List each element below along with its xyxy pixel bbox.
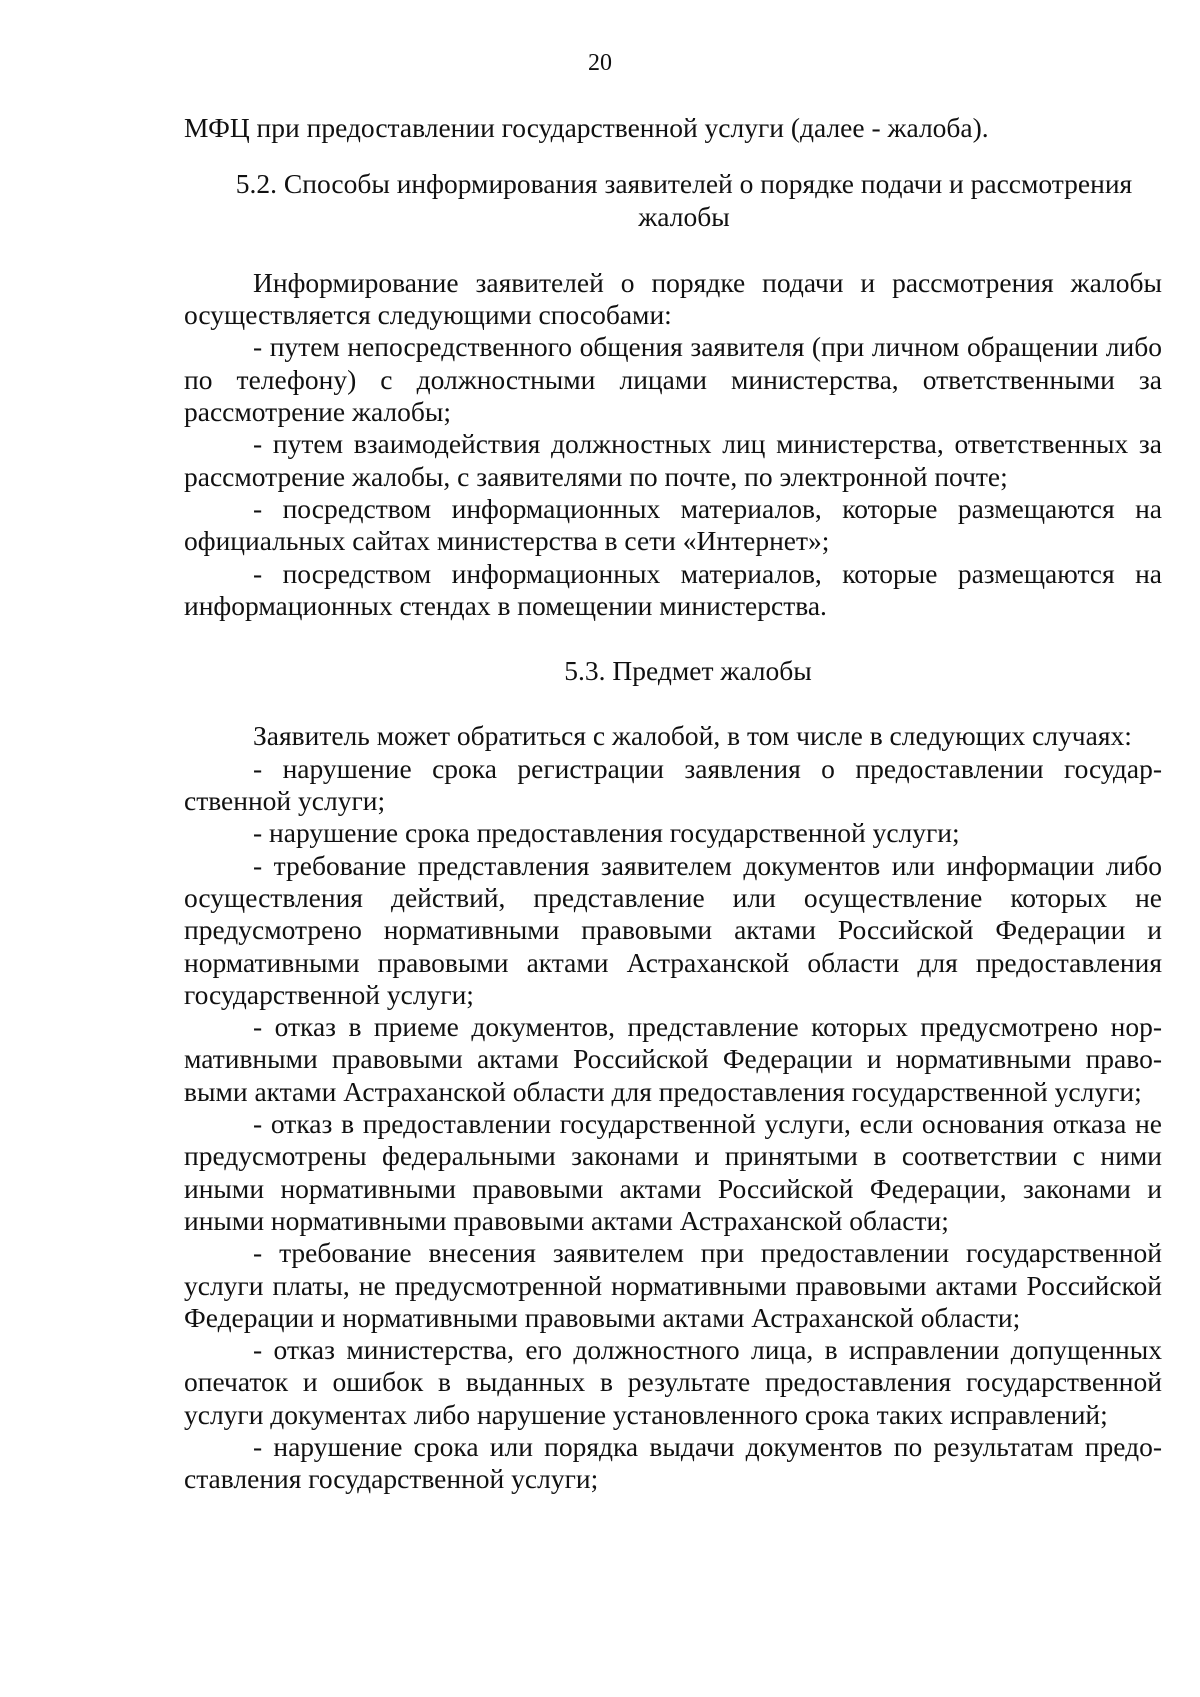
intro-line: МФЦ при предоставлении государственной услуги (далее - жалоба).: [184, 112, 989, 143]
section-5-3-item: - требование представления заявителем документов или информации либо осуществления действий, представление или осуществление которых не предусмотрено нормативными правовыми актами Российской Федерации и нормативными правовыми актами Астраханской области для предоставления государственной услуги;: [184, 849, 1162, 1010]
section-5-2-item: - путем взаимодействия должностных лиц министерства, ответственных за рассмотрение жалобы, с заявителями по почте, по электронной почте;: [184, 428, 1162, 492]
section-5-3-item: - нарушение срока предоставления государственной услуги;: [253, 817, 960, 849]
section-5-3-intro: Заявитель может обратиться с жалобой, в том числе в следующих случаях:: [253, 720, 1132, 752]
section-5-3-item: - отказ в предоставлении государственной услуги, если основания отказа не предусмотрены федеральными законами и принятыми в соответствии с ними иными нормативными правовыми актами Российской Федерации, законами и иными нормативными правовыми актами Астраханской области;: [184, 1108, 1162, 1236]
section-5-3-item: - требование внесения заявителем при предоставлении государственной услуги платы, не предусмотренной нормативными правовыми актами Российской Федерации и нормативными правовыми актами Астраханской области;: [184, 1237, 1162, 1333]
section-5-2-heading: 5.2. Способы информирования заявителей о порядке подачи и рассмотрения жалобы: [235, 168, 1133, 232]
section-5-2-item: - посредством информационных материалов, которые размещаются на официальных сайтах министерства в сети «Интернет»;: [184, 492, 1162, 557]
section-5-2-item: - посредством информационных материалов, которые размещаются на информационных стендах в помещении министерства.: [184, 557, 1162, 621]
section-5-3-item: - отказ министерства, его должностного лица, в исправлении допущенных опечаток и ошибок в выданных в результате предоставления государственной услуги документах либо нарушение установленного срока таких исправлений;: [184, 1334, 1162, 1430]
section-5-3-item: - нарушение срока регистрации заявления о предоставлении государственной услуги;: [184, 752, 1162, 817]
section-5-2-intro: Информирование заявителей о порядке подачи и рассмотрения жалобы осуществляется следующими способами:: [184, 266, 1162, 331]
document-body: [184, 112, 1162, 1496]
section-5-3-item: - нарушение срока или порядка выдачи документов по результатам предоставления государственной услуги;: [184, 1430, 1162, 1495]
page-number: 20: [588, 50, 612, 76]
section-5-3-item: - отказ в приеме документов, представление которых предусмотрено нормативными правовыми актами Российской Федерации и нормативными правовыми актами Астраханской области для предоставления государственной услуги;: [184, 1011, 1162, 1107]
section-5-2-item: - путем непосредственного общения заявителя (при личном обращении либо по телефону) с должностными лицами министерства, ответственными за рассмотрение жалобы;: [184, 331, 1162, 428]
section-5-3-heading: 5.3. Предмет жалобы: [564, 655, 812, 687]
